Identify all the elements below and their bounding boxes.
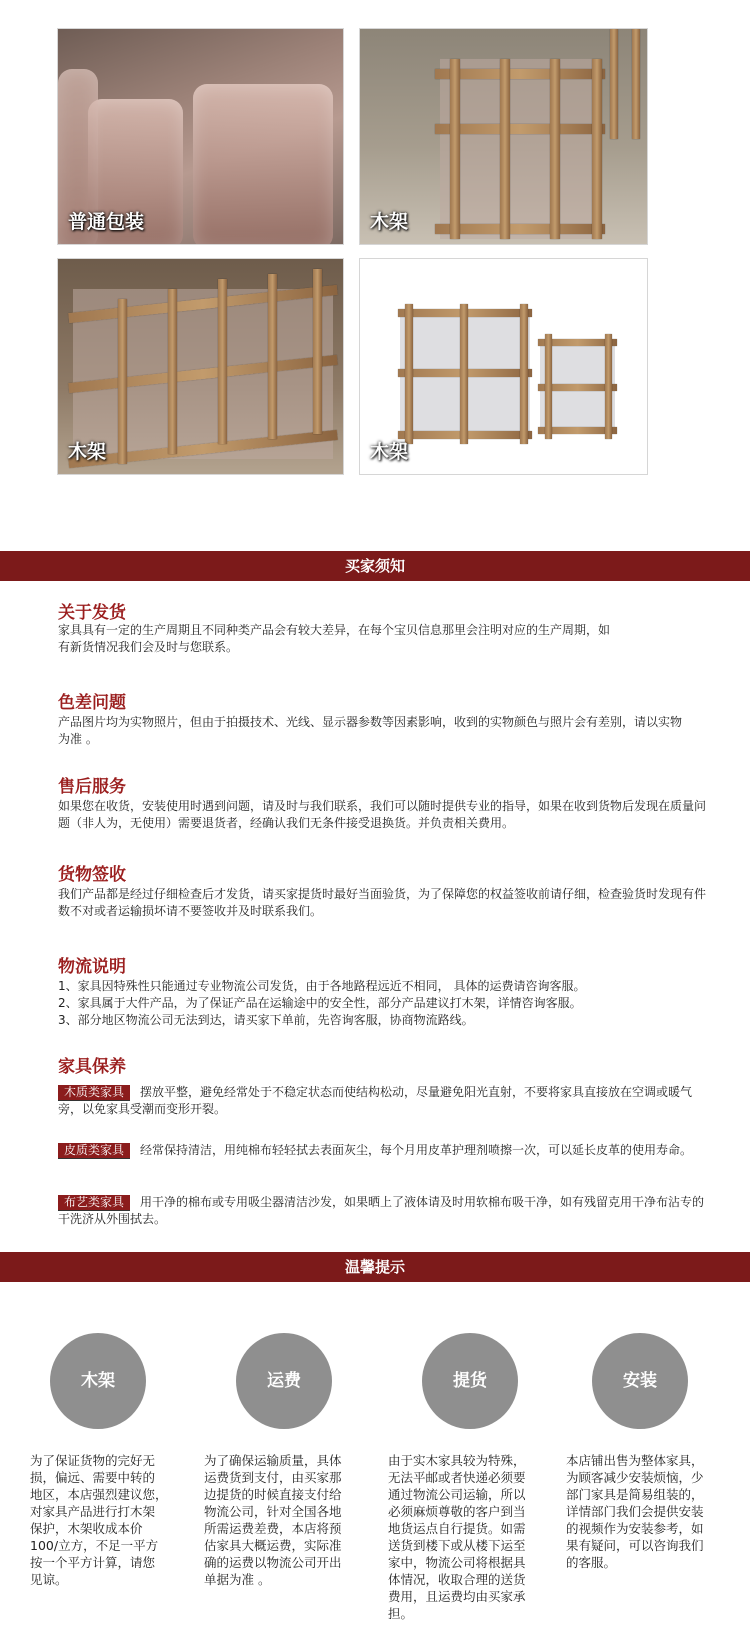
section-title-aftersales: 售后服务	[58, 777, 126, 797]
tip-line: 边提货的时候直接支付给	[204, 1487, 342, 1502]
tip-line: 对家具产品进行打木架	[30, 1504, 156, 1519]
photo-wooden-crate-render	[359, 258, 648, 475]
tip-line: 保护，木架收成本价	[30, 1521, 143, 1536]
tip-line: 单据为准 。	[204, 1572, 271, 1587]
tip-line: 为顾客减少安装烦恼，少	[566, 1470, 704, 1485]
tip-line: 部门家具是简易组装的，	[566, 1487, 704, 1502]
tip-line: 物流公司，针对全国各地	[204, 1504, 342, 1519]
photo-wooden-crate-1	[359, 28, 648, 245]
section-text-logistics	[58, 978, 718, 1029]
tip-line: 详情部门我们会提供安装	[566, 1504, 704, 1519]
section-title-maintenance: 家具保养	[58, 1057, 126, 1077]
tip-line: 的客服。	[566, 1555, 617, 1570]
tip-line: 所需运费差费，本店将预	[204, 1521, 342, 1536]
tip-line: 家中，物流公司将根据具	[388, 1555, 526, 1570]
tip-circle-crate: 木架	[50, 1333, 146, 1429]
maintenance-item-fabric	[58, 1194, 708, 1228]
tip-line: 担。	[388, 1606, 414, 1621]
tip-line: 无法平邮或者快递必须要	[388, 1470, 526, 1485]
photo-caption: 木架	[370, 441, 409, 463]
section-text-receipt: 我们产品都是经过仔细检查后才发货，请买家提货时最好当面验货，为了保障您的权益签收前请仔细，检查验货时发现有件数不对或者运输损坏请不要签收并及时联系我们。	[58, 887, 707, 918]
section-title-receipt: 货物签收	[58, 865, 126, 885]
tip-line: 见谅。	[30, 1572, 68, 1587]
tip-line: 送货到楼下或从楼下运至	[388, 1538, 526, 1553]
section-text-color: 产品图片均为实物照片，但由于拍摄技术、光线、显示器参数等因素影响，收到的实物颜色与照片会有差别，请以实物为准 。	[58, 715, 683, 746]
photo-caption: 木架	[68, 441, 107, 463]
section-title-shipping: 关于发货	[58, 603, 126, 623]
logistics-line: 3、部分地区物流公司无法到达，请买家下单前，先咨询客服，协商物流路线。	[58, 1013, 474, 1027]
tip-line: 体情况，收取合理的送货	[388, 1572, 526, 1587]
tip-line: 为了确保运输质量，具体	[204, 1453, 342, 1468]
tip-circle-install: 安装	[592, 1333, 688, 1429]
tip-line: 本店铺出售为整体家具，	[566, 1453, 704, 1468]
maintenance-text-fabric: 用干净的棉布或专用吸尘器清洁沙发，如果晒上了液体请及时用软棉布吸干净，如有残留克用干净布沾专的干洗济从外围拭去。	[58, 1195, 705, 1226]
tip-line: 费用，且运费均由买家承	[388, 1589, 526, 1604]
tip-line: 估家具大概运费，实际准	[204, 1538, 342, 1553]
tip-line: 果有疑问，可以咨询我们	[566, 1538, 704, 1553]
maintenance-text-wood: 摆放平整，避免经常处于不稳定状态而使结构松动，尽量避免阳光直射，不要将家具直接放在空调或暖气旁，以免家具受潮而变形开裂。	[58, 1085, 693, 1116]
section-text-shipping: 家具具有一定的生产周期且不同种类产品会有较大差异，在每个宝贝信息那里会注明对应的生产周期，如有新货情况我们会及时与您联系。	[58, 623, 611, 654]
tip-text-crate	[30, 1452, 180, 1588]
maintenance-item-wood	[58, 1084, 708, 1118]
maintenance-text-leather: 经常保持清洁，用纯棉布轻轻拭去表面灰尘，每个月用皮革护理剂喷擦一次，可以延长皮革的使用寿命。	[140, 1143, 693, 1157]
tip-circle-pickup: 提货	[422, 1333, 518, 1429]
tip-line: 通过物流公司运输，所以	[388, 1487, 526, 1502]
tip-line: 地货运点自行提货。如需	[388, 1521, 526, 1536]
tip-line: 100/立方，不足一平方	[30, 1538, 159, 1553]
tip-text-install	[566, 1452, 731, 1571]
section-title-color: 色差问题	[58, 693, 126, 713]
tip-circle-shipping-fee: 运费	[236, 1333, 332, 1429]
section-title-logistics: 物流说明	[58, 957, 126, 977]
photo-plain-packaging	[57, 28, 344, 245]
tag-fabric: 布艺类家具	[58, 1195, 130, 1211]
tip-text-shipping-fee	[204, 1452, 364, 1588]
tip-line: 的视频作为安装参考，如	[566, 1521, 704, 1536]
tip-line: 运费货到支付，由买家那	[204, 1470, 342, 1485]
tip-line: 地区，本店强烈建议您，	[30, 1487, 168, 1502]
tip-text-pickup	[388, 1452, 548, 1622]
logistics-line: 1、家具因特殊性只能通过专业物流公司发货，由于各地路程远近不相同， 具体的运费请咨询客服。	[58, 979, 586, 993]
tip-line: 必须麻烦尊敬的客户到当	[388, 1504, 526, 1519]
tag-wood: 木质类家具	[58, 1085, 130, 1101]
tip-line: 由于实木家具较为特殊，	[388, 1453, 526, 1468]
tips-bar: 温馨提示	[0, 1252, 750, 1282]
logistics-line: 2、家具属于大件产品，为了保证产品在运输途中的安全性，部分产品建议打木架，详情咨询客服。	[58, 996, 582, 1010]
tip-line: 损，偏远、需要中转的	[30, 1470, 156, 1485]
maintenance-item-leather	[58, 1142, 708, 1159]
notice-bar: 买家须知	[0, 551, 750, 581]
photo-caption: 普通包装	[68, 211, 145, 233]
tag-leather: 皮质类家具	[58, 1143, 130, 1159]
section-text-aftersales: 如果您在收货，安装使用时遇到问题，请及时与我们联系，我们可以随时提供专业的指导，如果在收到货物后发现在质量问题（非人为，无使用）需要退货者，经确认我们无条件接受退换货。并负责相关费用。	[58, 799, 707, 830]
photo-wooden-crate-2	[57, 258, 344, 475]
tip-line: 按一个平方计算，请您	[30, 1555, 156, 1570]
tip-line: 为了保证货物的完好无	[30, 1453, 156, 1468]
tip-line: 确的运费以物流公司开出	[204, 1555, 342, 1570]
photo-caption: 木架	[370, 211, 409, 233]
